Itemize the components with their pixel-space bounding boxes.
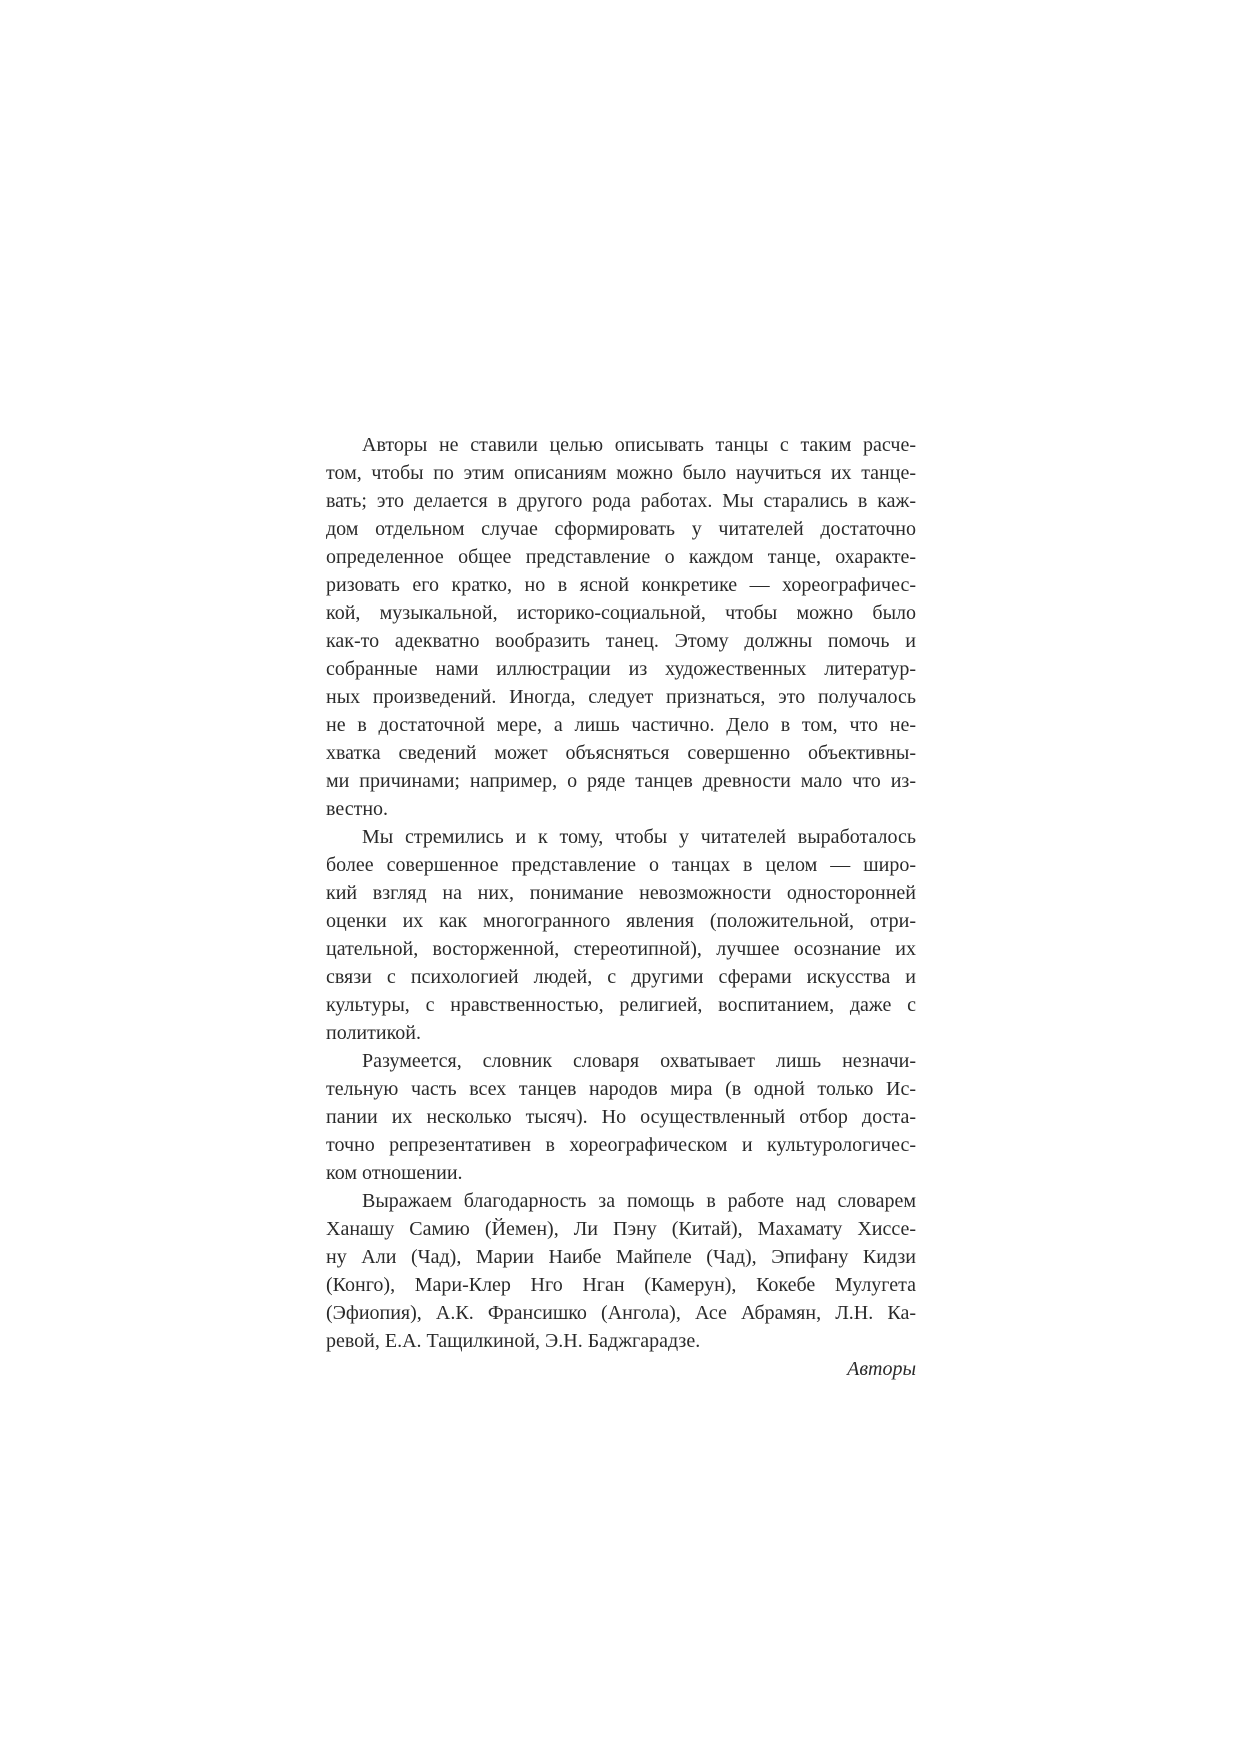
text-line: политикой. <box>326 1022 421 1044</box>
text-line: Разумеется, словник словаря охватывает лишь незначи- <box>362 1050 916 1072</box>
text-line: хватка сведений может объясняться совершенно объективны- <box>326 742 916 764</box>
text-line: ком отношении. <box>326 1162 463 1184</box>
text-line: дом отдельном случае сформировать у читателей достаточно <box>326 518 916 540</box>
text-line: определенное общее представление о каждом танце, охаракте- <box>326 546 916 568</box>
text-line: связи с психологией людей, с другими сферами искусства и <box>326 966 916 988</box>
text-line: вестно. <box>326 798 389 820</box>
text-line: кий взгляд на них, понимание невозможности односторонней <box>326 882 916 904</box>
paragraph-1 <box>326 431 916 823</box>
text-line: ризовать его кратко, но в ясной конкретике — хореографичес- <box>326 574 916 596</box>
text-line: более совершенное представление о танцах в целом — широ- <box>326 854 916 876</box>
text-line: ну Али (Чад), Марии Наибе Майпеле (Чад), Эпифану Кидзи <box>326 1246 916 1268</box>
text-line: культуры, с нравственностью, религией, воспитанием, даже с <box>326 994 916 1016</box>
text-line: Ханашу Самию (Йемен), Ли Пэну (Китай), Махамату Хиссе- <box>326 1218 916 1240</box>
signature: Авторы <box>847 1358 916 1380</box>
text-line: не в достаточной мере, а лишь частично. Дело в том, что не- <box>326 714 916 736</box>
text-line: вать; это делается в другого рода работах. Мы старались в каж- <box>326 490 916 512</box>
text-line: оценки их как многогранного явления (положительной, отри- <box>326 910 916 932</box>
paragraph-3 <box>326 1047 916 1187</box>
text-line: Выражаем благодарность за помощь в работе над словарем <box>362 1190 916 1212</box>
text-line: пании их несколько тысяч). Но осуществленный отбор доста- <box>326 1106 916 1128</box>
text-line: том, чтобы по этим описаниям можно было научиться их танце- <box>326 462 916 484</box>
text-line: как-то адекватно вообразить танец. Этому должны помочь и <box>326 630 916 652</box>
text-line: Мы стремились и к тому, чтобы у читателей выработалось <box>362 826 916 848</box>
text-line: Авторы не ставили целью описывать танцы с таким расче- <box>362 434 916 456</box>
text-line: цательной, восторженной, стереотипной), лучшее осознание их <box>326 938 916 960</box>
text-line: тельную часть всех танцев народов мира (в одной только Ис- <box>326 1078 916 1100</box>
text-line: (Конго), Мари-Клер Нго Нган (Камерун), Кокебе Мулугета <box>326 1274 916 1296</box>
text-line: ревой, Е.А. Тащилкиной, Э.Н. Баджгарадзе. <box>326 1330 701 1352</box>
text-line: (Эфиопия), А.К. Франсишко (Ангола), Асе Абрамян, Л.Н. Ка- <box>326 1302 916 1324</box>
paragraph-4 <box>326 1187 916 1355</box>
paragraph-2 <box>326 823 916 1047</box>
text-line: ных произведений. Иногда, следует признаться, это получалось <box>326 686 916 708</box>
text-line: кой, музыкальной, историко-социальной, чтобы можно было <box>326 602 916 624</box>
preface-text <box>326 431 916 1383</box>
text-line: ми причинами; например, о ряде танцев древности мало что из- <box>326 770 916 792</box>
text-line: точно репрезентативен в хореографическом и культурологичес- <box>326 1134 916 1156</box>
text-line: собранные нами иллюстрации из художественных литератур- <box>326 658 916 680</box>
